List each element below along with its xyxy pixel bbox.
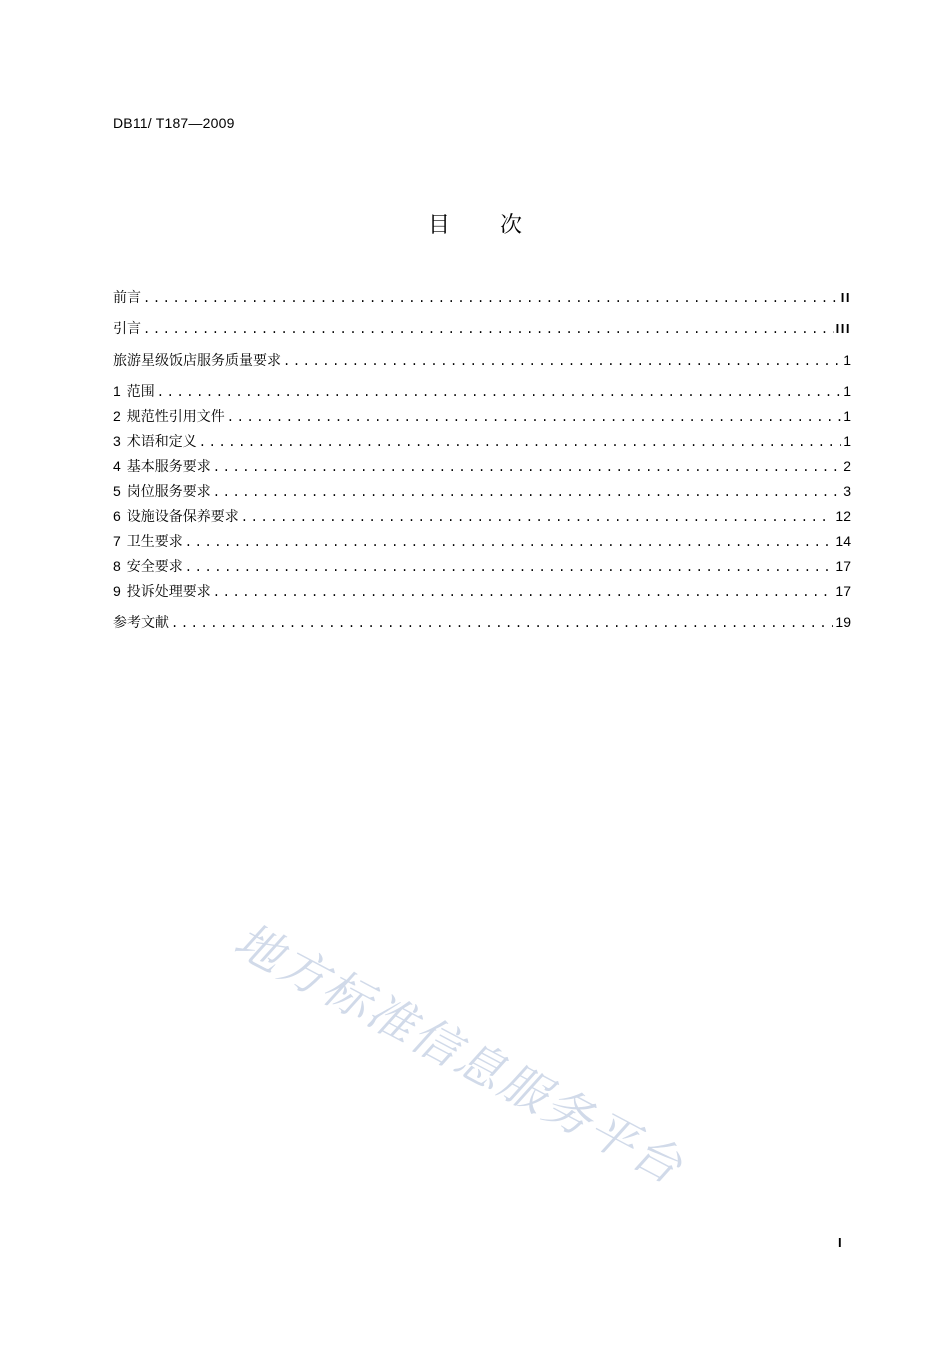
document-code: DB11/ T187—2009 bbox=[113, 115, 235, 131]
toc-entry-9[interactable] bbox=[113, 582, 851, 600]
watermark-text: 地方标准信息服务平台 bbox=[225, 912, 693, 1197]
toc-leader-dots bbox=[171, 614, 833, 632]
toc-entry-page: 19 bbox=[835, 614, 851, 630]
toc-leader-dots bbox=[213, 583, 834, 601]
toc-entry-number: 2 bbox=[113, 408, 121, 424]
toc-entry-number: 7 bbox=[113, 533, 121, 549]
toc-entry-text: 设施设备保养要求 bbox=[126, 509, 239, 525]
toc-entry-number: 4 bbox=[113, 458, 121, 474]
toc-entry-number: 6 bbox=[113, 508, 121, 524]
toc-title-part2: 次 bbox=[500, 213, 523, 238]
toc-entry-7[interactable] bbox=[113, 532, 851, 550]
toc-leader-dots bbox=[185, 533, 834, 551]
toc-entry-page: II bbox=[840, 290, 851, 305]
toc-entry-page: 1 bbox=[843, 408, 851, 424]
toc-entry-introduction[interactable] bbox=[113, 320, 851, 338]
toc-entry-page: 17 bbox=[835, 583, 851, 599]
toc-entry-references[interactable] bbox=[113, 613, 851, 631]
toc-leader-dots bbox=[185, 558, 834, 576]
toc-list bbox=[113, 0, 851, 700]
toc-entry-page: 14 bbox=[835, 533, 851, 549]
toc-entry-4[interactable] bbox=[113, 457, 851, 475]
toc-leader-dots bbox=[143, 320, 834, 338]
toc-entry-text: 安全要求 bbox=[126, 559, 183, 575]
toc-entry-page: 1 bbox=[843, 352, 851, 368]
toc-entry-8[interactable] bbox=[113, 557, 851, 575]
toc-leader-dots bbox=[143, 289, 839, 307]
toc-leader-dots bbox=[241, 508, 834, 526]
toc-entry-number: 9 bbox=[113, 583, 121, 599]
toc-entry-preface[interactable] bbox=[113, 289, 851, 307]
toc-leader-dots bbox=[199, 433, 841, 451]
toc-entry-main-title[interactable] bbox=[113, 351, 851, 369]
toc-leader-dots bbox=[283, 352, 841, 370]
toc-entry-6[interactable] bbox=[113, 507, 851, 525]
toc-entry-text: 基本服务要求 bbox=[126, 459, 211, 475]
toc-leader-dots bbox=[157, 383, 841, 401]
toc-entry-1[interactable] bbox=[113, 382, 851, 400]
toc-entry-text: 投诉处理要求 bbox=[126, 584, 211, 600]
page-number: I bbox=[838, 1235, 842, 1250]
toc-entry-text: 卫生要求 bbox=[126, 534, 183, 550]
toc-entry-text: 范围 bbox=[126, 384, 155, 400]
toc-entry-page: 1 bbox=[843, 433, 851, 449]
toc-entry-text: 前言 bbox=[113, 290, 141, 306]
toc-leader-dots bbox=[227, 408, 841, 426]
toc-entry-5[interactable] bbox=[113, 482, 851, 500]
toc-entry-number: 5 bbox=[113, 483, 121, 499]
toc-entry-text: 岗位服务要求 bbox=[126, 484, 211, 500]
toc-entry-text: 参考文献 bbox=[113, 615, 169, 631]
toc-title-part1: 目 bbox=[427, 213, 450, 238]
toc-entry-3[interactable] bbox=[113, 432, 851, 450]
toc-entry-text: 术语和定义 bbox=[126, 434, 197, 450]
toc-leader-dots bbox=[213, 458, 841, 476]
toc-entry-text: 规范性引用文件 bbox=[126, 409, 225, 425]
toc-entry-number: 8 bbox=[113, 558, 121, 574]
toc-leader-dots bbox=[213, 483, 841, 501]
toc-entry-number: 3 bbox=[113, 433, 121, 449]
toc-entry-page: 2 bbox=[843, 458, 851, 474]
toc-entry-page: 17 bbox=[835, 558, 851, 574]
toc-entry-page: 3 bbox=[843, 483, 851, 499]
toc-entry-2[interactable] bbox=[113, 407, 851, 425]
toc-entry-page: 1 bbox=[843, 383, 851, 399]
toc-entry-text: 引言 bbox=[113, 321, 141, 337]
toc-entry-number: 1 bbox=[113, 383, 121, 399]
toc-entry-text: 旅游星级饭店服务质量要求 bbox=[113, 353, 281, 369]
toc-entry-page: 12 bbox=[835, 508, 851, 524]
toc-entry-page: III bbox=[835, 321, 851, 336]
